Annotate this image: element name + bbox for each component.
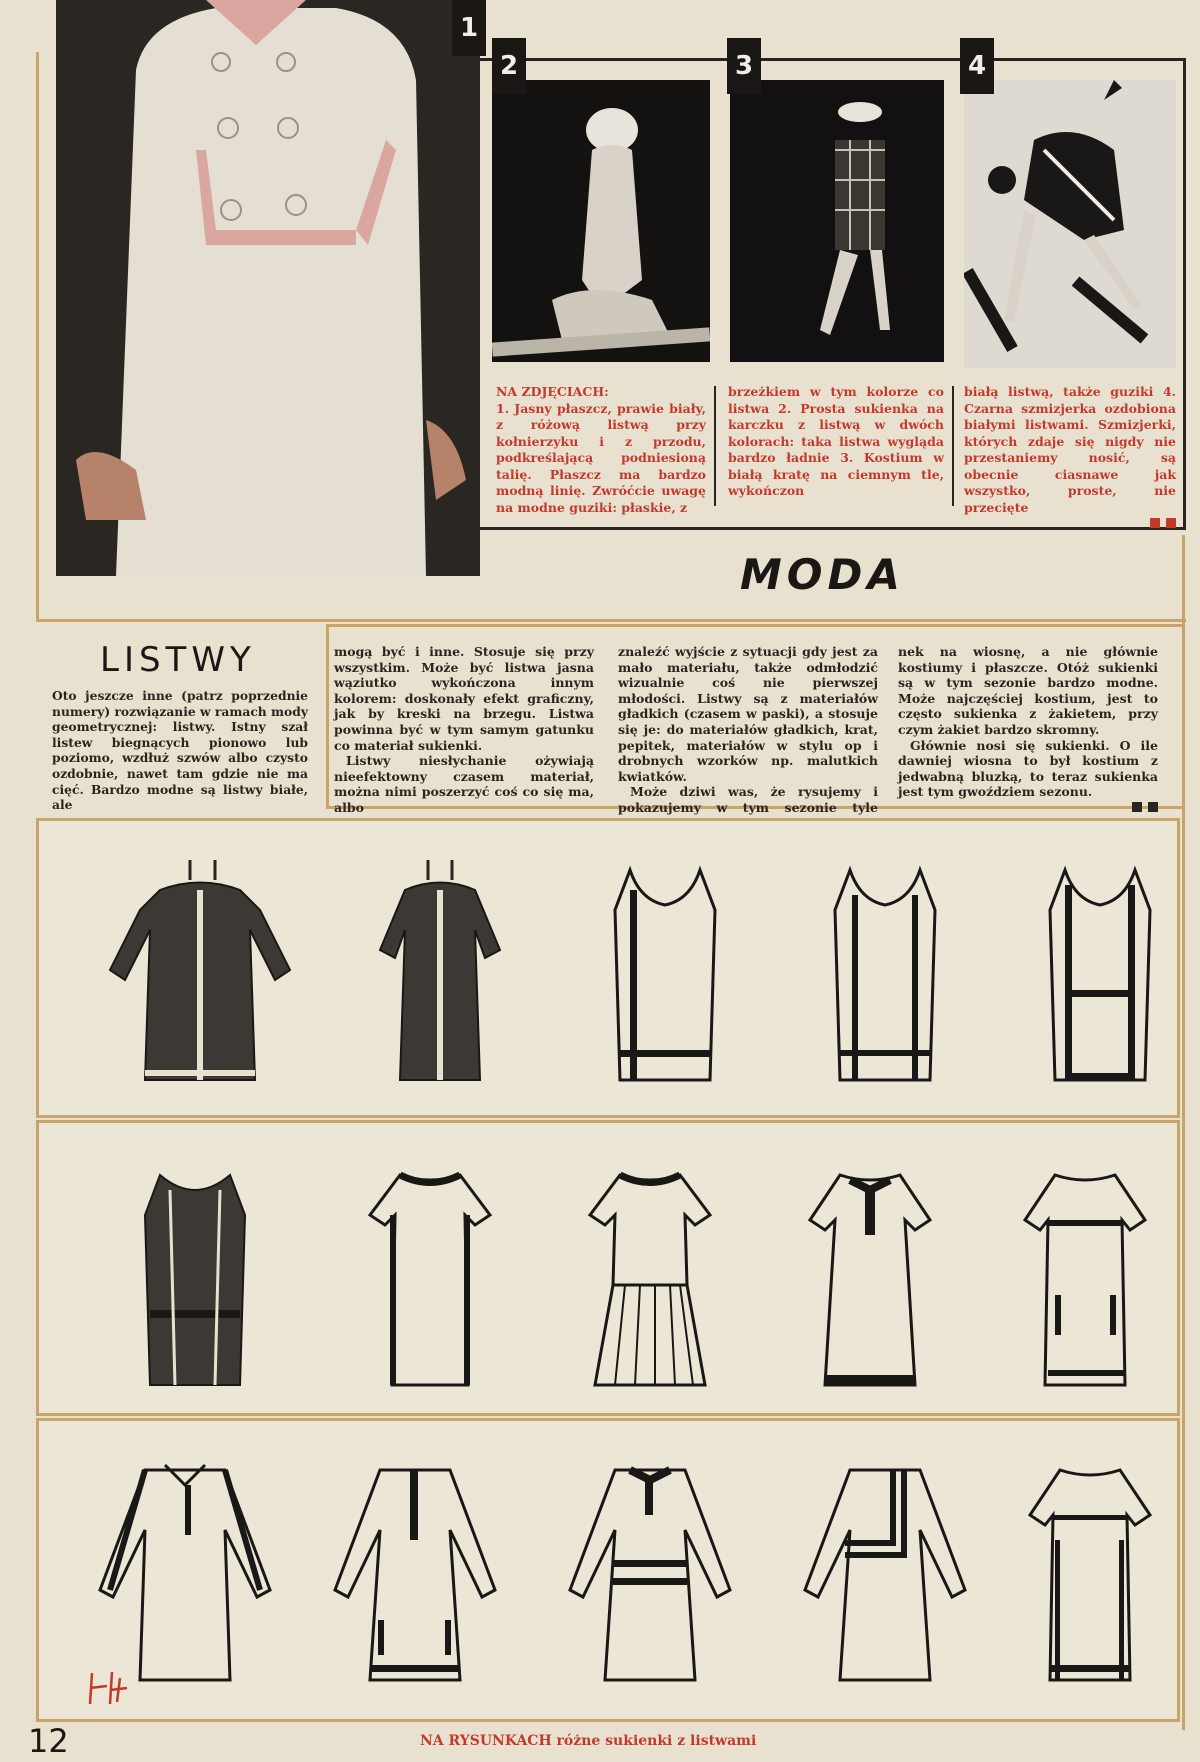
dress-sketch-1-3 [600,850,730,1090]
page-number: 12 [28,1722,69,1760]
photo-3-suit [730,80,944,362]
article-column-4 [898,644,1158,816]
footer-caption: NA RYSUNKACH różne sukienki z listwami [420,1733,757,1749]
article-column-3-p2: Może dziwi was, że rysujemy i pokazujemy w tym sezonie tyle [618,784,878,815]
photo-3-illustration [730,80,944,362]
end-mark-squares-icon [1150,518,1160,528]
dress-sketch-1-4 [820,850,950,1090]
coat-illustration [56,0,480,576]
dress-sketch-3-3 [555,1440,745,1690]
dress-sketch-2-3 [575,1145,725,1395]
photo-caption-col-3 [964,384,1176,533]
article-column-2 [334,644,594,816]
dress-sketch-1-1 [100,850,300,1090]
article-column-3-p1: znaleźć wyjście z sytuacji gdy jest za mało materiału, także odmłodzić wizualnie coś nie pierwszej młodości. Listwy są z materiałów gładkich (czasem w paski), a stosuje się je: do materiałów gładkich, krat, pepitek, materiałów w stylu op i drobnych wzorków np. malutkich kwiatków. [618,644,878,784]
photo-2-dress [492,80,710,362]
photo-number-1: 1 [452,0,486,56]
dress-sketch-3-1 [85,1440,285,1690]
article-column-1 [52,688,308,813]
article-column-4-p2: Głównie nosi się sukienki. O ile dawniej wiosna to był kostium z jedwabną bluzką, to teraz sukienka jest tym gwoździem sezonu. [898,737,1158,800]
artist-signature [82,1668,142,1708]
article-column-2-p2: Listwy niesłychanie ożywiają nieefektowny czasem materiał, można nimi poszerzyć coś co się ma, albo [334,753,594,815]
photo-coat [56,0,480,576]
photo-4-illustration [964,80,1176,368]
caption-text-1: 1. Jasny płaszcz, prawie biały, z różową listwą przy kołnierzyku i z przodu, podkreślającą podniesioną talię. Płaszcz ma bardzo modną linię. Zwróćcie uwagę na modne guziki: płaskie, z [496,400,706,515]
end-mark-squares-icon [1148,802,1158,812]
dress-sketch-1-5 [1035,850,1165,1090]
photo-caption-col-2 [728,384,944,500]
photo-2-illustration [492,80,710,362]
dress-sketch-3-4 [790,1440,980,1690]
caption-heading: NA ZDJĘCIACH: [496,384,609,399]
photo-number-4: 4 [960,38,994,94]
caption-end-mark [964,516,1176,533]
dress-sketch-3-5 [1015,1440,1165,1690]
dress-sketch-1-2 [370,850,510,1090]
article-title: LISTWY [100,640,256,680]
photo-number-3: 3 [727,38,761,94]
dress-sketch-2-4 [795,1145,945,1395]
frame-line-left [36,52,39,622]
article-column-3 [618,644,878,831]
caption-text-3: białą listwą, także guziki 4. Czarna szmizjerka ozdobiona białymi listwami. Szmizjerki, których zdaje się nigdy nie przestaniemy nosić, są obecnie ciasnawe jak wszystko, proste, nie przecięte [964,384,1176,515]
photo-caption-col-1 [496,384,706,516]
article-column-4-p1: nek na wiosnę, a nie głównie kostiumy i płaszcze. Otóż sukienki są w tym sezonie bardzo modne. Może najczęściej kostium, jest to często sukienka z żakietem, przy czym żakiet bardzo skromny. [898,644,1158,737]
frame-line-mid [36,619,1186,622]
end-mark-squares-icon [1132,802,1142,812]
caption-text-2: brzeżkiem w tym kolorze co listwa 2. Prosta sukienka na karczku z listwą w dwóch kolorach: taka listwa wygląda bardzo ładnie 3. Kostium w białą kratę na ciemnym tle, wykończon [728,384,944,498]
photo-number-2: 2 [492,38,526,94]
caption-separator-2 [952,386,954,506]
article-end-mark [898,800,1158,816]
caption-separator-1 [714,386,716,506]
dress-sketch-3-2 [320,1440,510,1690]
photo-4-shirtdress [964,80,1176,368]
end-mark-squares-icon [1166,518,1176,528]
article-column-1-text: Oto jeszcze inne (patrz poprzednie numery) rozwiązanie w ramach mody geometrycznej: listwy. Istny szał listew biegnących pionowo lub poziomo, wzdłuż szwów albo czysto ozdobnie, nawet tam gdzie nie ma cięć. Bardzo modne są listwy białe, ale [52,688,308,813]
article-column-2-p1: mogą być i inne. Stosuje się przy wszystkim. Może być listwa jasna wąziutko wykończona innym kolorem: doskonały efekt graficzny, jak by kreski na brzegu. Listwa powinna być w tym samym gatunku co materiał sukienki. [334,644,594,753]
dress-sketch-2-5 [1010,1145,1160,1395]
dress-sketch-2-1 [130,1145,260,1395]
section-title: MODA [740,550,905,599]
dress-sketch-2-2 [360,1145,500,1395]
